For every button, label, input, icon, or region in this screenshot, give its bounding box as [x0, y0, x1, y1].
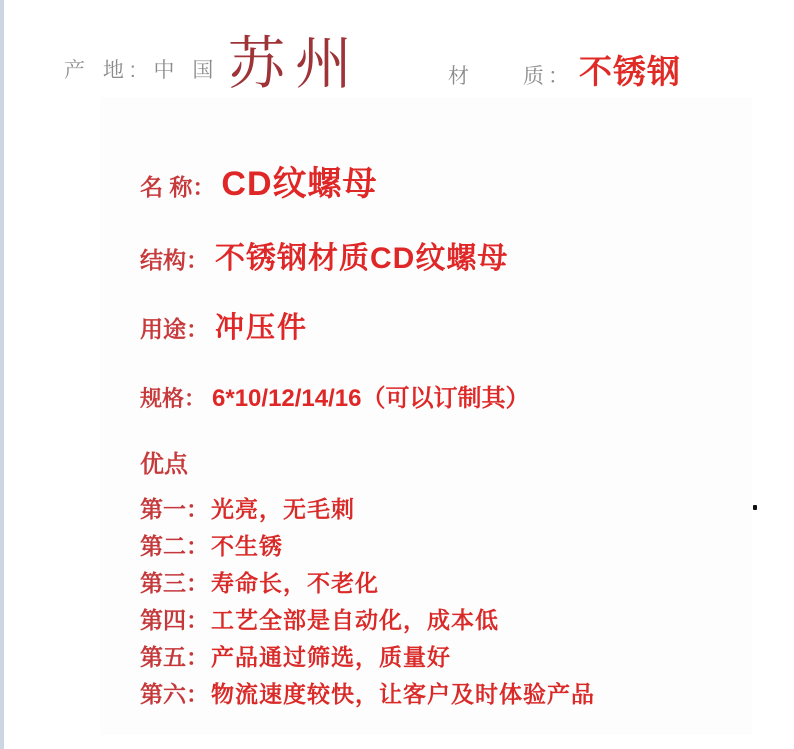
advantage-value-6: 物流速度较快，让客户及时体验产品	[211, 681, 595, 707]
advantage-label-6: 第六：	[140, 681, 209, 707]
material-value: 不锈钢	[579, 53, 681, 90]
spec-label-name: 名 称：	[140, 174, 216, 200]
advantage-item-5	[140, 639, 451, 672]
origin-value: 苏州	[228, 31, 362, 97]
advantage-item-2	[140, 528, 283, 561]
stray-dot-mark	[753, 505, 757, 510]
advantage-value-3: 寿命长，不老化	[211, 570, 379, 596]
spec-label-size: 规格：	[140, 386, 207, 411]
advantage-item-4	[140, 602, 499, 635]
material-label: 材 质：	[448, 65, 573, 88]
advantage-label-2: 第二：	[140, 533, 209, 559]
spec-value-usage: 冲压件	[215, 312, 309, 344]
origin-label: 产 地: 中 国	[64, 59, 220, 82]
spec-row-structure	[140, 233, 508, 277]
material-row	[448, 46, 681, 93]
advantage-value-5: 产品通过筛选，质量好	[211, 644, 451, 670]
advantage-label-4: 第四：	[140, 607, 209, 633]
spec-label-usage: 用途：	[140, 316, 209, 342]
advantage-item-6	[140, 676, 595, 709]
spec-row-size	[140, 378, 530, 413]
spec-row-name	[140, 156, 378, 205]
advantage-item-3	[140, 565, 379, 598]
spec-value-structure: 不锈钢材质CD纹螺母	[215, 242, 509, 275]
advantage-label-1: 第一：	[140, 496, 209, 522]
advantage-label-5: 第五：	[140, 644, 209, 670]
spec-label-structure: 结构：	[140, 247, 209, 273]
advantage-value-1: 光亮，无毛刺	[211, 496, 355, 522]
spec-value-size: 6*10/12/14/16（可以订制其）	[212, 385, 530, 412]
advantage-value-4: 工艺全部是自动化，成本低	[211, 607, 499, 633]
spec-value-name: CD纹螺母	[221, 165, 378, 203]
advantage-value-2: 不生锈	[211, 533, 283, 559]
advantages-heading: 优点	[140, 451, 188, 478]
left-edge-strip	[0, 0, 4, 749]
advantage-item-1	[140, 491, 355, 524]
spec-row-usage	[140, 305, 308, 346]
advantage-label-3: 第三：	[140, 570, 209, 596]
